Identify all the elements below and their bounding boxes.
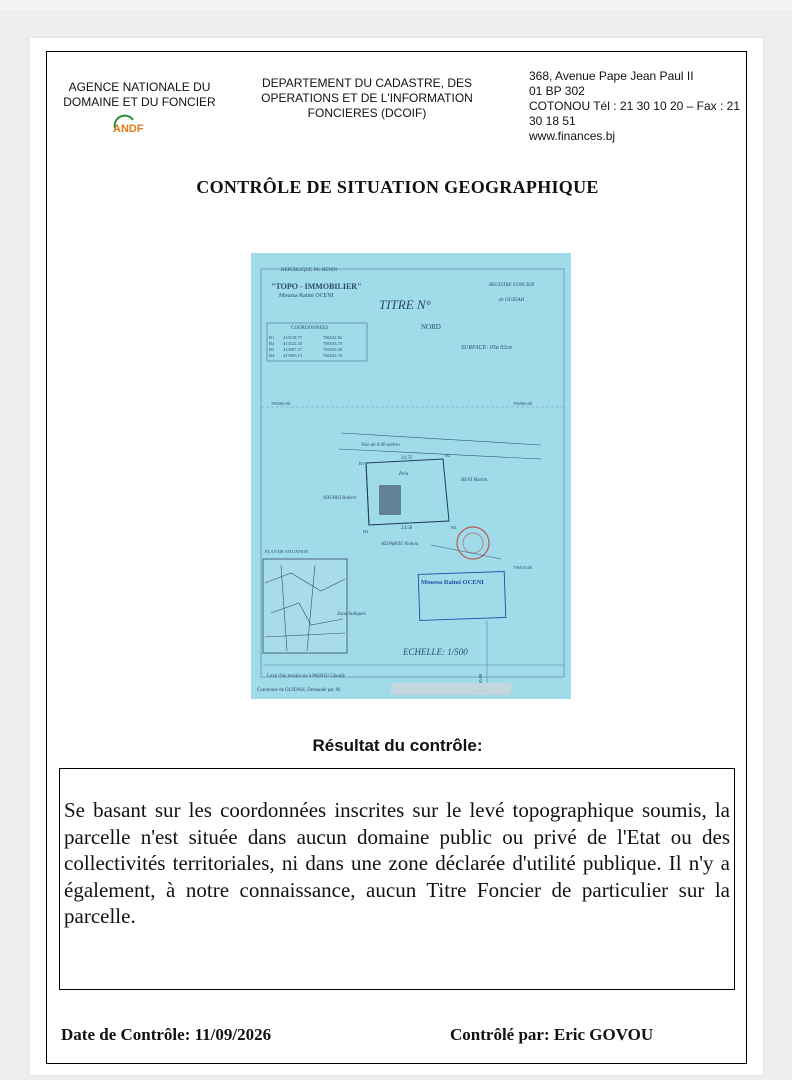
survey-registre-place: de OUIDAH bbox=[499, 298, 525, 303]
survey-coord-cell: 413097.27 bbox=[283, 347, 303, 352]
survey-titre: TITRE N° bbox=[379, 297, 431, 312]
agency-name: AGENCE NATIONALE DU DOMAINE ET DU FONCIER bbox=[63, 80, 216, 109]
viewer-top-bar bbox=[0, 0, 792, 10]
andf-logo bbox=[109, 114, 149, 142]
survey-surface: SURFACE: 05a 02ca bbox=[461, 345, 512, 351]
survey-coord-cell: 706542.82 bbox=[323, 335, 343, 340]
survey-grid-bottom: 706510.00 bbox=[513, 565, 533, 570]
logo-text: ANDF bbox=[113, 123, 144, 135]
survey-neighbor-north: Pelu bbox=[399, 472, 409, 477]
address-line-3: COTONOU Tél : 21 30 10 20 – Fax : 21 30 18 51 bbox=[529, 99, 744, 128]
survey-grid-left: 706560.00 bbox=[271, 401, 291, 406]
document-title: CONTRÔLE DE SITUATION GEOGRAPHIQUE bbox=[196, 177, 599, 197]
survey-point-b2: B2 bbox=[445, 453, 451, 458]
survey-republic: REPUBLIQUE DU BENIN bbox=[281, 268, 338, 273]
survey-neighbor-south: ADJAHOU Kokou bbox=[381, 542, 419, 547]
survey-point-b1: B1 bbox=[359, 461, 365, 466]
control-date: Date de Contrôle: 11/09/2026 bbox=[61, 1025, 272, 1044]
survey-coord-cell: 413118.77 bbox=[283, 335, 302, 340]
survey-coord-cell: B1 bbox=[269, 335, 275, 340]
survey-coord-cell: 413122.33 bbox=[283, 341, 303, 346]
survey-grid-right: 706560.00 bbox=[513, 401, 533, 406]
survey-bottom-line-1: Levé d'un terrain sis à PAHOU Gbodjè bbox=[267, 674, 345, 679]
address-line-1: 368, Avenue Pape Jean Paul II bbox=[529, 69, 694, 83]
survey-neighbor-west: SOUBIO Robert bbox=[323, 496, 356, 501]
survey-stamp-name: Moussa Raimi OCENI bbox=[421, 579, 484, 586]
survey-bottom-line-2: Commune de OUIDAH, Demandé par M. bbox=[257, 688, 342, 693]
survey-dim-top: 24.75 bbox=[401, 456, 413, 461]
survey-dim-bottom: 24.58 bbox=[401, 526, 413, 531]
survey-coord-cell: 706545.45 bbox=[323, 347, 343, 352]
survey-coord-cell: 706542.70 bbox=[323, 353, 343, 358]
result-heading: Résultat du contrôle: bbox=[312, 736, 483, 755]
survey-registre: REGISTRE FONCIER bbox=[489, 283, 535, 288]
website: www.finances.bj bbox=[529, 129, 616, 143]
controller-name: Contrôlé par: Eric GOVOU bbox=[450, 1025, 654, 1044]
survey-coord-cell: B3 bbox=[269, 347, 275, 352]
survey-coord-cell: B4 bbox=[269, 353, 275, 358]
survey-plan-image bbox=[251, 253, 571, 699]
survey-firm: "TOPO - IMMOBILIER" bbox=[271, 282, 362, 291]
result-box bbox=[59, 768, 735, 990]
survey-nord: NORD bbox=[421, 323, 441, 331]
department-name: DEPARTEMENT DU CADASTRE, DES OPERATIONS ET DE L'INFORMATION FONCIERES (DCOIF) bbox=[261, 76, 473, 120]
survey-coords-header: COORDONNEES bbox=[291, 326, 329, 331]
survey-road: Voie de 8.00 mètres bbox=[361, 443, 400, 448]
survey-coord-cell: 706535.75 bbox=[323, 341, 343, 346]
survey-zone: Zone Indiquée bbox=[337, 612, 366, 617]
document-frame bbox=[46, 51, 747, 1064]
survey-location-plan: PLAN DE SITUATION bbox=[265, 549, 309, 554]
survey-point-b4: B4 bbox=[363, 529, 369, 534]
survey-coord-cell: B2 bbox=[269, 341, 275, 346]
contact-block bbox=[529, 69, 744, 144]
result-text: Se basant sur les coordonnées inscrites sur le levé topographique soumis, la parcelle n'est située dans aucun domaine public ou privé de l'Etat ou des collectivités territoriales, ni dans une zone déclarée d'utilité publique. Il n'y a également, à notre connaissance, aucun Titre Foncier de particulier sur la parcelle. bbox=[64, 798, 730, 928]
survey-neighbor-east: BENI Martin bbox=[461, 478, 488, 483]
address-line-2: 01 BP 302 bbox=[529, 84, 585, 98]
survey-coord-cell: 413095.15 bbox=[283, 353, 303, 358]
survey-surveyor: Moussa Raimi OCENI bbox=[279, 293, 334, 299]
survey-point-b3: B3 bbox=[451, 525, 457, 530]
document-page bbox=[30, 38, 763, 1075]
survey-echelle: ECHELLE: 1/500 bbox=[403, 647, 468, 657]
